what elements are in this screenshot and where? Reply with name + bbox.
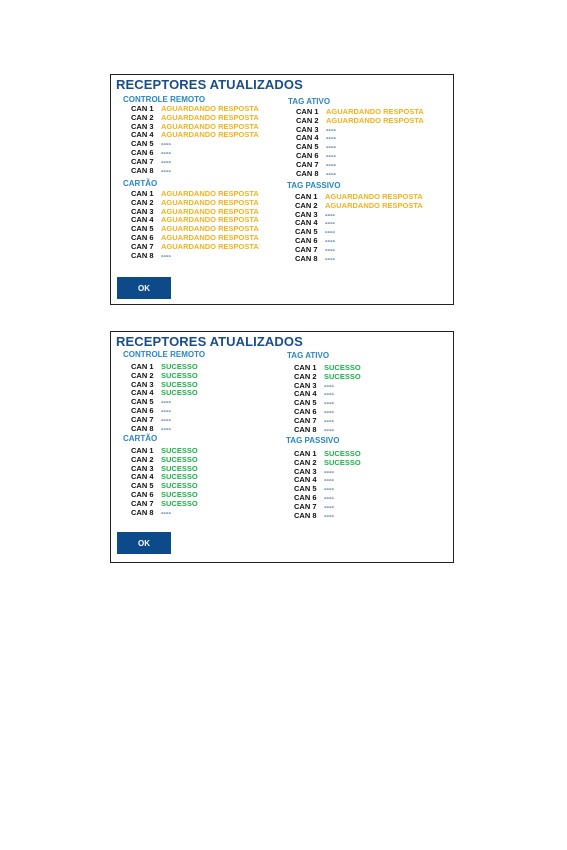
can-label: CAN 7 [131,414,154,424]
can-label: CAN 3 [295,209,318,219]
can-status: ---- [161,423,171,433]
can-row [131,252,259,261]
can-status: ---- [326,142,336,152]
can-status: SUCESSO [161,370,198,380]
can-status: ---- [161,397,171,407]
ok-button[interactable]: OK [117,277,171,299]
can-label: CAN 6 [131,232,154,242]
can-label: CAN 1 [295,192,318,201]
section-title-cartao: CARTÃO [123,434,158,443]
controle-remoto-list [131,105,259,175]
can-label: CAN 5 [294,484,317,494]
can-label: CAN 6 [131,405,154,415]
can-status: AGUARDANDO RESPOSTA [161,215,259,225]
can-status: AGUARDANDO RESPOSTA [161,130,259,140]
cartao-list [131,190,259,260]
can-status: AGUARDANDO RESPOSTA [325,200,423,210]
can-label: CAN 1 [131,104,154,113]
can-status: ---- [161,139,171,149]
receivers-updated-panel-pending [110,74,454,305]
section-title-controle-remoto: CONTROLE REMOTO [123,95,206,104]
can-status: ---- [161,414,171,424]
can-row [131,509,198,518]
can-label: CAN 8 [131,423,154,433]
can-status: ---- [326,150,336,160]
can-status: ---- [325,244,335,254]
can-status: ---- [325,235,335,245]
can-status: SUCESSO [324,363,361,372]
can-status: ---- [324,406,334,416]
can-label: CAN 1 [131,362,154,371]
can-status: ---- [325,218,335,228]
can-label: CAN 7 [295,244,318,254]
can-label: CAN 1 [131,446,154,455]
can-status: SUCESSO [161,472,198,482]
can-status: SUCESSO [161,388,198,398]
can-label: CAN 6 [296,150,319,160]
can-status: ---- [324,510,334,520]
can-label: CAN 1 [131,189,154,198]
can-label: CAN 2 [131,454,154,464]
section-title-controle-remoto: CONTROLE REMOTO [123,350,206,359]
can-label: CAN 2 [294,457,317,467]
can-label: CAN 6 [294,406,317,416]
can-label: CAN 5 [294,398,317,408]
section-title-tag-passivo: TAG PASSIVO [286,436,340,445]
can-status: AGUARDANDO RESPOSTA [161,232,259,242]
can-row [294,426,361,435]
can-label: CAN 4 [131,130,154,140]
can-status: SUCESSO [161,379,198,389]
can-row [131,425,198,434]
can-status: ---- [326,168,336,178]
can-label: CAN 4 [295,218,318,228]
can-status: SUCESSO [161,481,198,491]
can-status: ---- [161,156,171,166]
section-title-tag-ativo: TAG ATIVO [288,97,331,106]
can-status: SUCESSO [161,454,198,464]
can-label: CAN 7 [131,498,154,508]
can-status: ---- [324,475,334,485]
can-label: CAN 8 [131,165,154,175]
can-label: CAN 3 [294,466,317,476]
can-status: SUCESSO [324,371,361,381]
can-label: CAN 4 [131,472,154,482]
can-status: ---- [324,424,334,434]
cartao-list [131,447,198,517]
can-status: ---- [161,250,171,260]
can-label: CAN 2 [131,197,154,207]
can-label: CAN 8 [131,507,154,517]
can-label: CAN 4 [131,388,154,398]
can-status: ---- [161,507,171,517]
ok-button[interactable]: OK [117,532,171,554]
can-status: ---- [325,227,335,237]
can-status: SUCESSO [161,489,198,499]
can-row [294,512,361,521]
can-label: CAN 1 [294,449,317,458]
can-label: CAN 8 [294,424,317,434]
can-label: CAN 2 [296,115,319,125]
panel-title: RECEPTORES ATUALIZADOS [116,334,303,349]
can-label: CAN 5 [296,142,319,152]
can-label: CAN 7 [131,241,154,251]
can-status: AGUARDANDO RESPOSTA [161,197,259,207]
can-status: ---- [324,501,334,511]
can-label: CAN 7 [294,415,317,425]
can-status: ---- [324,398,334,408]
can-label: CAN 8 [295,253,318,263]
can-label: CAN 6 [131,489,154,499]
can-status: AGUARDANDO RESPOSTA [161,206,259,216]
can-status: SUCESSO [324,457,361,467]
can-label: CAN 8 [131,250,154,260]
can-label: CAN 4 [131,215,154,225]
can-row [131,167,259,176]
can-status: AGUARDANDO RESPOSTA [161,112,259,122]
can-row [295,255,423,264]
can-label: CAN 6 [295,235,318,245]
section-title-tag-passivo: TAG PASSIVO [287,181,341,190]
can-status: AGUARDANDO RESPOSTA [326,107,424,116]
can-label: CAN 3 [131,121,154,131]
tag-passivo-list [294,450,361,520]
can-status: ---- [324,415,334,425]
can-label: CAN 3 [131,206,154,216]
can-status: AGUARDANDO RESPOSTA [161,189,259,198]
tag-passivo-list [295,193,423,263]
can-status: AGUARDANDO RESPOSTA [161,241,259,251]
can-status: ---- [324,380,334,390]
can-status: SUCESSO [161,463,198,473]
can-status: ---- [326,133,336,143]
can-label: CAN 7 [131,156,154,166]
section-title-tag-ativo: TAG ATIVO [287,351,330,360]
can-label: CAN 3 [131,463,154,473]
can-label: CAN 6 [294,492,317,502]
can-status: ---- [161,147,171,157]
controle-remoto-list [131,363,198,433]
can-status: AGUARDANDO RESPOSTA [161,104,259,113]
can-label: CAN 5 [131,397,154,407]
can-row [296,170,424,179]
can-label: CAN 8 [296,168,319,178]
can-label: CAN 1 [294,363,317,372]
can-status: ---- [326,159,336,169]
can-status: ---- [324,492,334,502]
can-label: CAN 1 [296,107,319,116]
panel-title: RECEPTORES ATUALIZADOS [116,77,303,92]
can-status: ---- [161,165,171,175]
can-status: ---- [324,466,334,476]
can-status: AGUARDANDO RESPOSTA [325,192,423,201]
can-status: ---- [324,389,334,399]
can-label: CAN 4 [294,475,317,485]
can-label: CAN 4 [294,389,317,399]
can-label: CAN 4 [296,133,319,143]
can-status: SUCESSO [161,498,198,508]
can-label: CAN 3 [294,380,317,390]
can-label: CAN 2 [131,112,154,122]
can-label: CAN 6 [131,147,154,157]
section-title-cartao: CARTÃO [123,179,158,188]
tag-ativo-list [294,364,361,434]
can-label: CAN 5 [295,227,318,237]
can-status: AGUARDANDO RESPOSTA [161,121,259,131]
can-label: CAN 5 [131,139,154,149]
can-label: CAN 5 [131,481,154,491]
can-label: CAN 3 [131,379,154,389]
can-label: CAN 8 [294,510,317,520]
can-status: AGUARDANDO RESPOSTA [326,115,424,125]
can-label: CAN 2 [294,371,317,381]
can-status: ---- [161,405,171,415]
can-label: CAN 7 [294,501,317,511]
receivers-updated-panel-success [110,331,454,563]
can-label: CAN 7 [296,159,319,169]
can-label: CAN 3 [296,124,319,134]
can-label: CAN 5 [131,224,154,234]
can-status: SUCESSO [324,449,361,458]
can-status: ---- [326,124,336,134]
can-status: SUCESSO [161,362,198,371]
can-label: CAN 2 [131,370,154,380]
can-status: AGUARDANDO RESPOSTA [161,224,259,234]
can-status: ---- [325,253,335,263]
can-status: ---- [324,484,334,494]
can-status: ---- [325,209,335,219]
can-status: SUCESSO [161,446,198,455]
tag-ativo-list [296,108,424,178]
can-label: CAN 2 [295,200,318,210]
